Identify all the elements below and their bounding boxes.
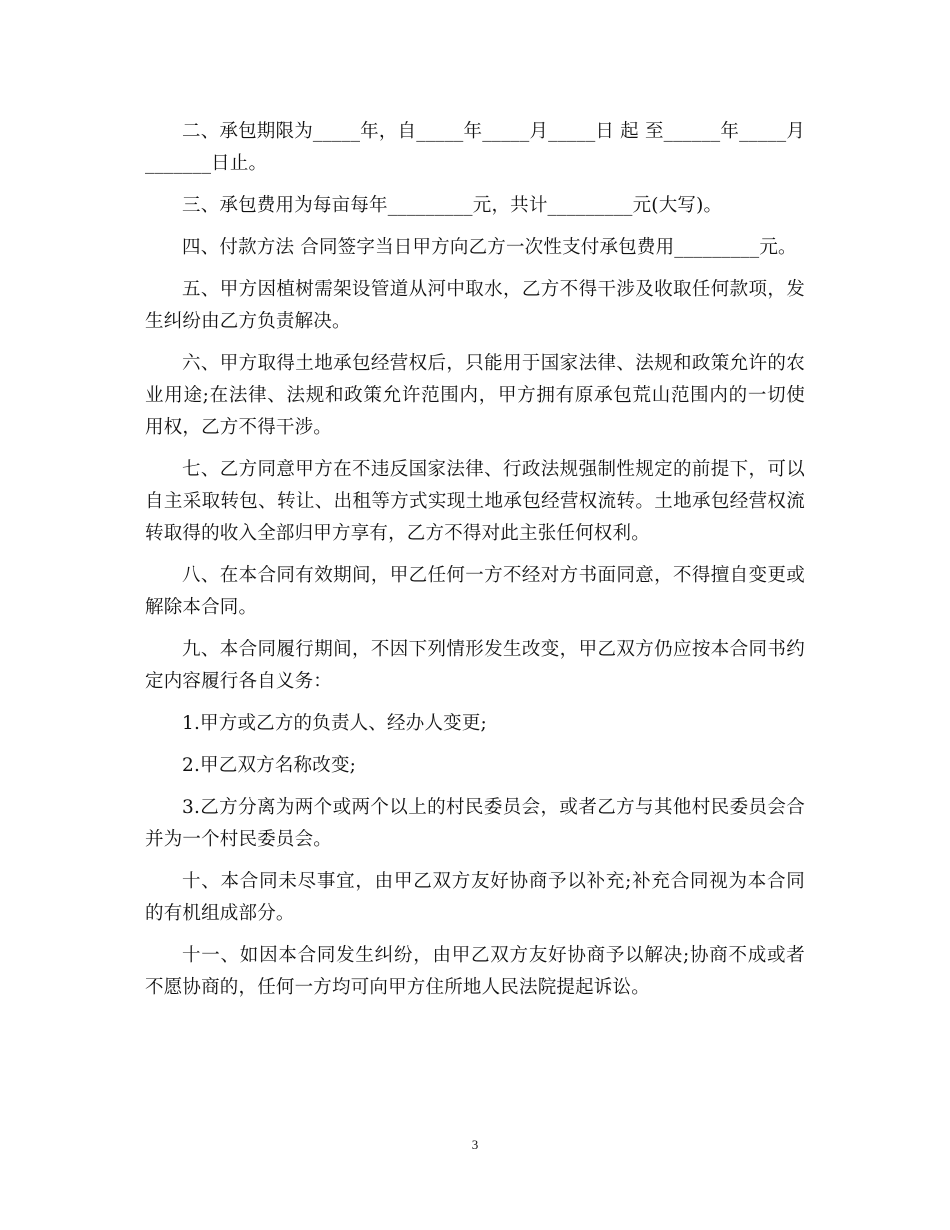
clause-payment-method: 四、付款方法 合同签字当日甲方向乙方一次性支付承包费用_________元。 [182, 237, 797, 258]
clause-no-unilateral-change: 八、在本合同有效期间，甲乙任何一方不经对方书面同意，不得擅自变更或解除本合同。 [145, 565, 805, 618]
list-item-1: 1.甲方或乙方的负责人、经办人变更; [182, 713, 487, 734]
list-item-3: 3.乙方分离为两个或两个以上的村民委员会，或者乙方与其他村民委员会合并为一个村民委员会。 [145, 797, 805, 850]
list-item-2: 2.甲乙双方名称改变; [182, 755, 357, 776]
clause-dispute-resolution: 十一、如因本合同发生纠纷，由甲乙双方友好协商予以解决;协商不成或者不愿协商的，任何一方均可向甲方住所地人民法院提起诉讼。 [145, 945, 805, 998]
clause-contract-fee: 三、承包费用为每亩每年_________元，共计_________元(大写)。 [182, 195, 723, 216]
clause-term-period: 二、承包期限为_____年，自_____年_____月_____日 起 至______年_____月_______日止。 [145, 121, 806, 174]
clause-obligations-unchanged: 九、本合同履行期间，不因下列情形发生改变，甲乙双方仍应按本合同书约定内容履行各自义务： [145, 639, 805, 692]
clause-rights-transfer: 七、乙方同意甲方在不违反国家法律、行政法规强制性规定的前提下，可以自主采取转包、转让、出租等方式实现土地承包经营权流转。土地承包经营权流转取得的收入全部归甲方享有，乙方不得对此主张任何权利。 [145, 459, 805, 544]
clause-land-use: 六、甲方取得土地承包经营权后，只能用于国家法律、法规和政策允许的农业用途;在法律、法规和政策允许范围内，甲方拥有原承包荒山范围内的一切使用权，乙方不得干涉。 [145, 353, 805, 438]
clause-supplementary: 十、本合同未尽事宜，由甲乙双方友好协商予以补充;补充合同视为本合同的有机组成部分。 [145, 871, 805, 924]
clause-water-pipeline: 五、甲方因植树需架设管道从河中取水，乙方不得干涉及收取任何款项，发生纠纷由乙方负责解决。 [145, 279, 805, 332]
contract-body [145, 116, 805, 1004]
page-number: 3 [471, 1137, 479, 1152]
